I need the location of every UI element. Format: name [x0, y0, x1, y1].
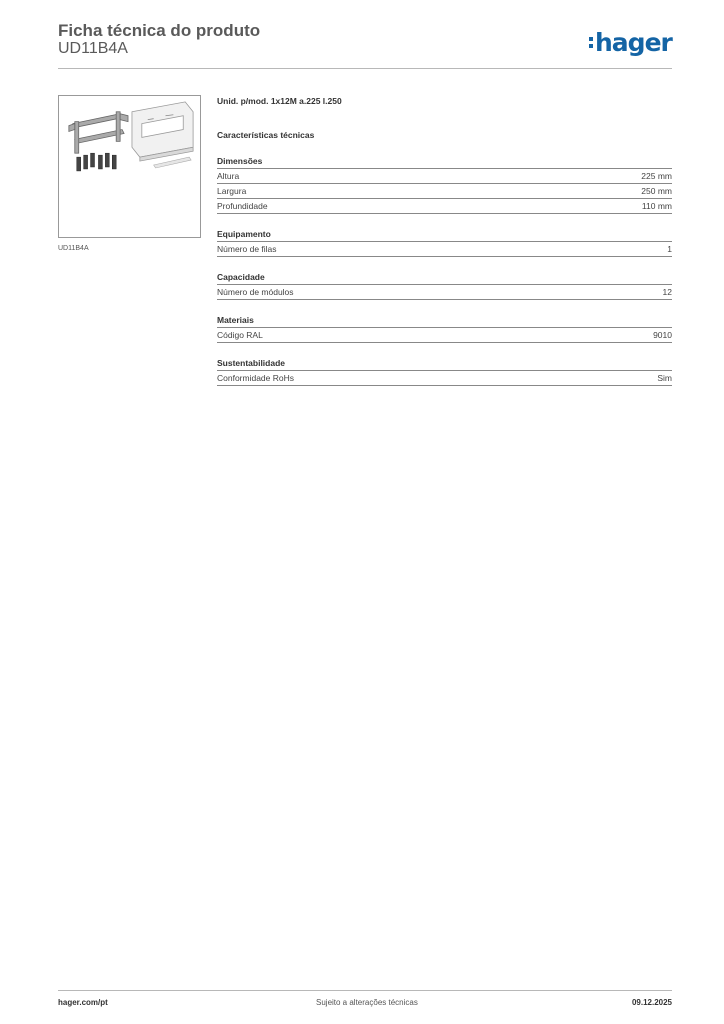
- spec-group-capacity: [217, 271, 672, 300]
- spec-row: [217, 328, 672, 343]
- spec-label: Largura: [217, 186, 247, 196]
- spec-row: [217, 184, 672, 199]
- spec-value: Sim: [657, 373, 672, 383]
- footer-website-link[interactable]: hager.com/pt: [58, 998, 108, 1007]
- spec-label: Profundidade: [217, 201, 268, 211]
- spec-row: [217, 169, 672, 184]
- group-title: Dimensões: [217, 155, 672, 169]
- product-name: Unid. p/mod. 1x12M a.225 l.250: [217, 96, 342, 106]
- spec-row: [217, 242, 672, 257]
- spec-value: 9010: [653, 330, 672, 340]
- header-divider: [58, 68, 672, 69]
- footer-date: 09.12.2025: [631, 998, 672, 1007]
- document-title: Ficha técnica do produto: [58, 21, 261, 40]
- spec-value: 110 mm: [641, 201, 672, 211]
- group-title: Capacidade: [217, 271, 672, 285]
- technical-sheet: [217, 95, 672, 386]
- spec-label: Altura: [217, 171, 240, 181]
- spec-value: 250 mm: [641, 186, 672, 196]
- image-caption: UD11B4A: [58, 245, 89, 252]
- spec-value: 12: [662, 287, 672, 297]
- spec-label: Número de módulos: [217, 287, 294, 297]
- footer-disclaimer: Sujeito a alterações técnicas: [316, 998, 418, 1007]
- product-illustration: [59, 96, 200, 237]
- spec-row: [217, 285, 672, 300]
- group-title: Sustentabilidade: [217, 357, 672, 371]
- section-title: Características técnicas: [217, 130, 315, 140]
- spec-value: 225 mm: [641, 171, 672, 181]
- group-title: Equipamento: [217, 228, 672, 242]
- spec-group-sustainability: [217, 357, 672, 386]
- spec-label: Número de filas: [217, 244, 277, 254]
- product-image: [58, 95, 201, 238]
- spec-row: [217, 199, 672, 214]
- logo-text: hager: [595, 27, 672, 57]
- spec-group-materials: [217, 314, 672, 343]
- spec-value: 1: [667, 244, 672, 254]
- footer-divider: [58, 990, 672, 991]
- spec-label: Código RAL: [217, 330, 263, 340]
- product-code: UD11B4A: [58, 40, 128, 57]
- spec-group-equipment: [217, 228, 672, 257]
- logo-dots-icon: [589, 37, 593, 48]
- spec-row: [217, 371, 672, 386]
- spec-group-dimensions: [217, 155, 672, 214]
- hager-logo: [589, 27, 672, 57]
- spec-label: Conformidade RoHs: [217, 373, 295, 383]
- group-title: Materiais: [217, 314, 672, 328]
